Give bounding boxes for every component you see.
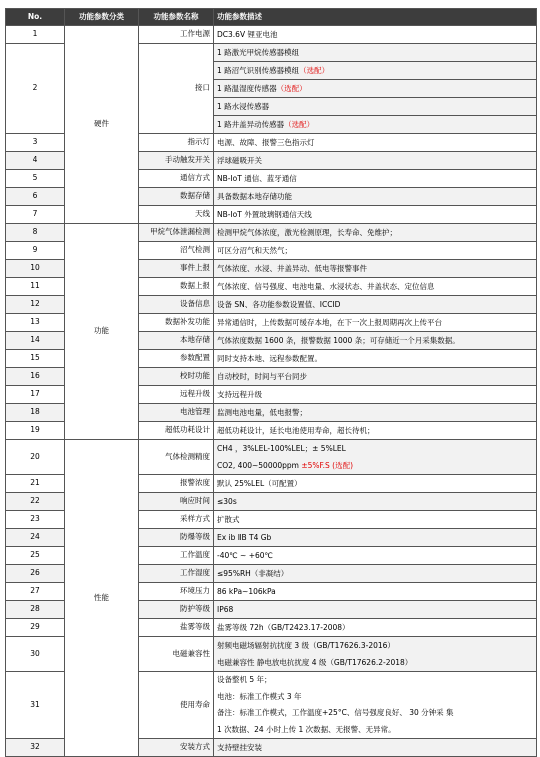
param-desc	[214, 601, 537, 619]
desc-line	[217, 386, 533, 403]
desc-line	[217, 547, 533, 564]
desc-line	[217, 689, 533, 706]
param-desc	[214, 475, 537, 493]
param-name: 安装方式	[139, 739, 214, 757]
desc-text: NB-IoT 通信、蓝牙通信	[217, 174, 297, 183]
row-number: 21	[6, 475, 65, 493]
param-name: 采样方式	[139, 511, 214, 529]
row-number: 12	[6, 296, 65, 314]
desc-text: Ex ib ⅡB T4 Gb	[217, 533, 272, 542]
param-desc	[214, 637, 537, 672]
param-desc	[214, 511, 537, 529]
row-number: 20	[6, 440, 65, 475]
desc-text: 电磁兼容性 静电放电抗扰度 4 级（GB/T17626.2-2018）	[217, 658, 413, 667]
desc-line	[217, 457, 533, 474]
desc-text: 自动校时，时间与平台同步	[217, 372, 307, 381]
desc-line	[217, 529, 533, 546]
param-desc	[214, 529, 537, 547]
param-name: 响应时间	[139, 493, 214, 511]
desc-line	[217, 705, 533, 722]
desc-line	[217, 475, 533, 492]
row-number: 9	[6, 242, 65, 260]
param-desc	[214, 314, 537, 332]
param-name: 天线	[139, 206, 214, 224]
desc-text: 监测电池电量，低电报警；	[217, 408, 307, 417]
param-desc	[214, 386, 537, 404]
param-desc	[214, 260, 537, 278]
desc-text: 可区分沼气和天然气；	[217, 246, 292, 255]
desc-text: 电源、故障、报警三色指示灯	[217, 138, 315, 147]
desc-text: 1 路水浸传感器	[217, 102, 270, 111]
desc-text: NB-IoT 外置玻璃钢通信天线	[217, 210, 312, 219]
param-name: 甲烷气体泄漏检测	[139, 224, 214, 242]
desc-text: DC3.6V 锂亚电池	[217, 30, 278, 39]
desc-line	[217, 601, 533, 618]
row-number: 8	[6, 224, 65, 242]
desc-text: 1 路沼气识别传感器模组	[217, 66, 300, 75]
param-desc	[214, 583, 537, 601]
param-desc	[214, 404, 537, 422]
param-desc	[214, 44, 537, 134]
desc-line	[217, 422, 533, 439]
row-number: 7	[6, 206, 65, 224]
desc-line	[214, 44, 536, 62]
row-number: 28	[6, 601, 65, 619]
desc-text: 同时支持本地、远程参数配置。	[217, 354, 322, 363]
param-name: 工作电源	[139, 26, 214, 44]
desc-text: CO2, 400~50000ppm	[217, 461, 302, 470]
param-name: 电池管理	[139, 404, 214, 422]
desc-text: 气体浓度、信号强度、电池电量、水浸状态、井盖状态、定位信息	[217, 282, 435, 291]
header-desc: 功能参数描述	[214, 9, 537, 26]
desc-line	[217, 188, 533, 205]
param-desc	[214, 242, 537, 260]
desc-text: 86 kPa~106kPa	[217, 587, 276, 596]
row-number: 26	[6, 565, 65, 583]
row-number: 11	[6, 278, 65, 296]
row-number: 32	[6, 739, 65, 757]
desc-line	[214, 80, 536, 98]
param-name: 电磁兼容性	[139, 637, 214, 672]
param-desc	[214, 350, 537, 368]
param-desc	[214, 152, 537, 170]
desc-line	[217, 637, 533, 654]
row-number: 5	[6, 170, 65, 188]
param-name: 数据补发功能	[139, 314, 214, 332]
param-desc	[214, 672, 537, 739]
param-name: 通信方式	[139, 170, 214, 188]
param-desc	[214, 134, 537, 152]
param-desc	[214, 440, 537, 475]
param-name: 事件上报	[139, 260, 214, 278]
row-number: 3	[6, 134, 65, 152]
param-name: 超低功耗设计	[139, 422, 214, 440]
category-cell: 功能	[65, 224, 139, 440]
desc-text: 默认 25%LEL（可配置）	[217, 479, 302, 488]
desc-text: 射频电磁场辐射抗扰度 3 级（GB/T17626.3-2016）	[217, 641, 395, 650]
desc-line	[217, 296, 533, 313]
category-cell: 性能	[65, 440, 139, 757]
param-name: 校时功能	[139, 368, 214, 386]
desc-text: IP68	[217, 605, 234, 614]
spec-body	[6, 26, 537, 757]
desc-text: 1 路井盖异动传感器	[217, 120, 285, 129]
row-number: 25	[6, 547, 65, 565]
desc-line	[217, 242, 533, 259]
param-name: 沼气检测	[139, 242, 214, 260]
desc-text: 支持远程升级	[217, 390, 262, 399]
desc-line	[217, 619, 533, 636]
desc-text: 电池：标准工作模式 3 年	[217, 691, 302, 701]
param-desc	[214, 739, 537, 757]
header-name: 功能参数名称	[139, 9, 214, 26]
row-number: 24	[6, 529, 65, 547]
desc-line	[217, 152, 533, 169]
param-name: 报警浓度	[139, 475, 214, 493]
param-desc	[214, 278, 537, 296]
desc-line	[217, 440, 533, 457]
param-name: 工作湿度	[139, 565, 214, 583]
param-name: 盐雾等级	[139, 619, 214, 637]
optional-note: （选配）	[276, 84, 307, 93]
desc-line	[217, 224, 533, 241]
desc-text: ≤95%RH（非凝结）	[217, 569, 289, 578]
desc-line	[217, 493, 533, 510]
param-name: 指示灯	[139, 134, 214, 152]
desc-text: CH4 ，3%LEL-100%LEL；± 5%LEL	[217, 444, 346, 453]
param-name: 气体检测精度	[139, 440, 214, 475]
row-number: 15	[6, 350, 65, 368]
row-number: 13	[6, 314, 65, 332]
param-name: 手动触发开关	[139, 152, 214, 170]
header-category: 功能参数分类	[65, 9, 139, 26]
optional-note: （选配）	[284, 120, 315, 129]
desc-line	[217, 672, 533, 689]
table-row	[6, 224, 537, 242]
row-number: 4	[6, 152, 65, 170]
desc-line	[217, 565, 533, 582]
desc-line	[217, 134, 533, 151]
desc-line	[217, 368, 533, 385]
optional-note: ±5%F.S (选配)	[301, 461, 354, 470]
param-name: 工作温度	[139, 547, 214, 565]
desc-line	[217, 722, 533, 739]
desc-line	[217, 350, 533, 367]
desc-line	[217, 404, 533, 421]
row-number: 31	[6, 672, 65, 739]
param-name: 远程升级	[139, 386, 214, 404]
desc-text: 备注：标准工作模式，工作温度+25°C、信号强度良好、 30 分钟采 集	[217, 708, 454, 717]
header-no: No.	[6, 9, 65, 26]
table-row	[6, 26, 537, 44]
desc-line	[214, 62, 536, 80]
desc-text: 检测甲烷气体浓度，激光检测原理，长寿命、免维护；	[217, 228, 397, 237]
spec-table	[5, 8, 537, 757]
row-number: 30	[6, 637, 65, 672]
param-name: 防护等级	[139, 601, 214, 619]
param-desc	[214, 422, 537, 440]
row-number: 1	[6, 26, 65, 44]
desc-text: 支持壁挂安装	[217, 743, 262, 752]
desc-text: ≤30s	[217, 497, 237, 506]
param-name: 数据上报	[139, 278, 214, 296]
desc-line	[217, 26, 533, 43]
param-desc	[214, 368, 537, 386]
desc-line	[214, 98, 536, 116]
desc-line	[217, 583, 533, 600]
param-desc	[214, 170, 537, 188]
param-desc	[214, 565, 537, 583]
desc-text: 气体浓度、水浸、井盖异动、低电等报警事件	[217, 264, 367, 273]
category-cell: 硬件	[65, 26, 139, 224]
desc-text: 超低功耗设计，延长电池使用寿命，超长待机；	[217, 426, 375, 435]
row-number: 14	[6, 332, 65, 350]
desc-text: 设备 SN、各功能参数设置值、ICCID	[217, 300, 341, 309]
row-number: 29	[6, 619, 65, 637]
desc-line	[217, 170, 533, 187]
row-number: 17	[6, 386, 65, 404]
row-number: 6	[6, 188, 65, 206]
row-number: 10	[6, 260, 65, 278]
param-name: 防爆等级	[139, 529, 214, 547]
param-desc	[214, 206, 537, 224]
desc-line	[217, 260, 533, 277]
param-name: 本地存储	[139, 332, 214, 350]
row-number: 19	[6, 422, 65, 440]
desc-text: 扩散式	[217, 515, 240, 524]
desc-line	[217, 206, 533, 223]
param-name: 数据存储	[139, 188, 214, 206]
desc-line	[217, 511, 533, 528]
desc-line	[217, 314, 533, 331]
optional-note: （选配）	[299, 66, 330, 75]
desc-line	[217, 278, 533, 295]
param-name: 参数配置	[139, 350, 214, 368]
desc-text: -40℃ ~ +60℃	[217, 551, 273, 560]
desc-text: 盐雾等级 72h（GB/T2423.17-2008）	[217, 623, 350, 632]
param-name: 环境压力	[139, 583, 214, 601]
desc-line	[217, 654, 533, 671]
desc-text: 气体浓度数据 1600 条，报警数据 1000 条；可存储近一个月采集数据。	[217, 336, 460, 345]
header-row	[6, 9, 537, 26]
param-desc	[214, 296, 537, 314]
param-desc	[214, 547, 537, 565]
row-number: 22	[6, 493, 65, 511]
row-number: 18	[6, 404, 65, 422]
param-desc	[214, 224, 537, 242]
param-desc	[214, 26, 537, 44]
desc-text: 设备整机 5 年；	[217, 675, 272, 684]
desc-text: 1 路温湿度传感器	[217, 84, 277, 93]
param-desc	[214, 332, 537, 350]
row-number: 27	[6, 583, 65, 601]
table-row	[6, 440, 537, 475]
row-number: 23	[6, 511, 65, 529]
desc-text: 1 路激光甲烷传感器模组	[217, 48, 300, 57]
desc-text: 具备数据本地存储功能	[217, 192, 292, 201]
param-desc	[214, 493, 537, 511]
desc-line	[217, 332, 533, 349]
desc-text: 1 次数据、24 小时上传 1 次数据、无报警、无异常。	[217, 724, 396, 734]
desc-line	[217, 739, 533, 756]
desc-line	[217, 116, 533, 133]
desc-text: 浮球磁吸开关	[217, 156, 262, 165]
param-desc	[214, 619, 537, 637]
row-number: 2	[6, 44, 65, 134]
row-number: 16	[6, 368, 65, 386]
param-name: 使用寿命	[139, 672, 214, 739]
param-name: 接口	[139, 44, 214, 134]
param-name: 设备信息	[139, 296, 214, 314]
desc-text: 异常通信时，上传数据可缓存本地，在下一次上报周期再次上传平台	[217, 318, 442, 327]
param-desc	[214, 188, 537, 206]
